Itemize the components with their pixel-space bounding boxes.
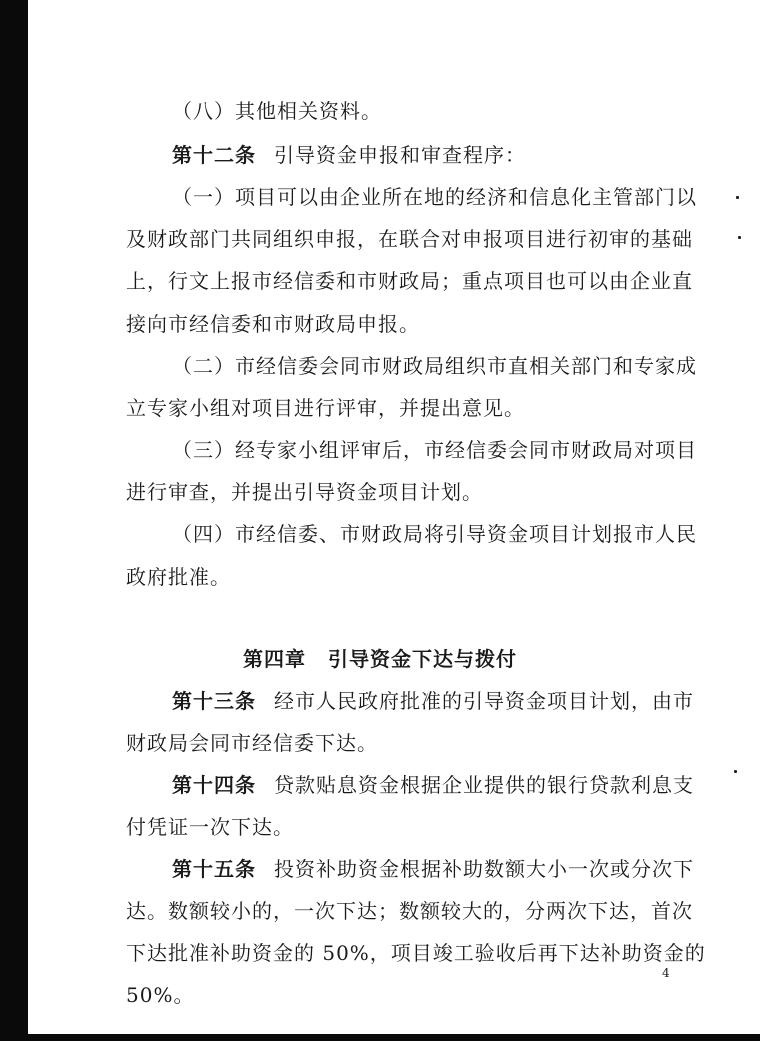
- text-line: 50%。: [126, 983, 195, 1007]
- article-14: [172, 772, 694, 798]
- scan-border-bottom: [28, 1034, 760, 1041]
- text-line: （一）项目可以由企业所在地的经济和信息化主管部门以: [172, 185, 697, 209]
- article-heading: 第十四条: [172, 773, 256, 797]
- article-text: 贷款贴息资金根据企业提供的银行贷款利息支: [274, 773, 694, 797]
- text-line: （八）其他相关资料。: [172, 99, 382, 123]
- text-line: 财政局会同市经信委下达。: [126, 731, 378, 755]
- text-line: （二）市经信委会同市财政局组织市直相关部门和专家成: [172, 354, 697, 378]
- scan-speck: [738, 236, 741, 239]
- article-heading: 第十三条: [172, 689, 256, 713]
- article-15: [172, 856, 694, 882]
- text-line: 付凭证一次下达。: [126, 815, 294, 839]
- text-line: 接向市经信委和市财政局申报。: [126, 312, 420, 336]
- page-number: 4: [662, 966, 670, 980]
- scan-speck: [736, 196, 739, 199]
- chapter-number: 第四章: [243, 647, 306, 671]
- chapter-title: 引导资金下达与拨付: [328, 647, 517, 671]
- text-line: （三）经专家小组评审后，市经信委会同市财政局对项目: [172, 438, 697, 462]
- text-line: 政府批准。: [126, 565, 231, 589]
- text-line: 下达批准补助资金的 50%，项目竣工验收后再下达补助资金的: [126, 941, 706, 965]
- text-line: （四）市经信委、市财政局将引导资金项目计划报市人民: [172, 522, 697, 546]
- chapter-heading: [0, 646, 760, 672]
- text-line: 及财政部门共同组织申报，在联合对申报项目进行初审的基础: [126, 227, 693, 251]
- article-text: 引导资金申报和审查程序：: [274, 143, 526, 167]
- text-line: 立专家小组对项目进行评审，并提出意见。: [126, 396, 525, 420]
- article-heading: 第十五条: [172, 857, 256, 881]
- article-12: [172, 142, 526, 168]
- scan-border-left: [0, 0, 28, 1041]
- text-line: 进行审查，并提出引导资金项目计划。: [126, 480, 483, 504]
- article-text: 经市人民政府批准的引导资金项目计划，由市: [274, 689, 694, 713]
- article-13: [172, 688, 694, 714]
- article-text: 投资补助资金根据补助数额大小一次或分次下: [274, 857, 694, 881]
- text-line: 达。数额较小的，一次下达；数额较大的，分两次下达，首次: [126, 899, 693, 923]
- article-heading: 第十二条: [172, 143, 256, 167]
- scan-speck: [734, 770, 737, 773]
- text-line: 上，行文上报市经信委和市财政局；重点项目也可以由企业直: [126, 269, 693, 293]
